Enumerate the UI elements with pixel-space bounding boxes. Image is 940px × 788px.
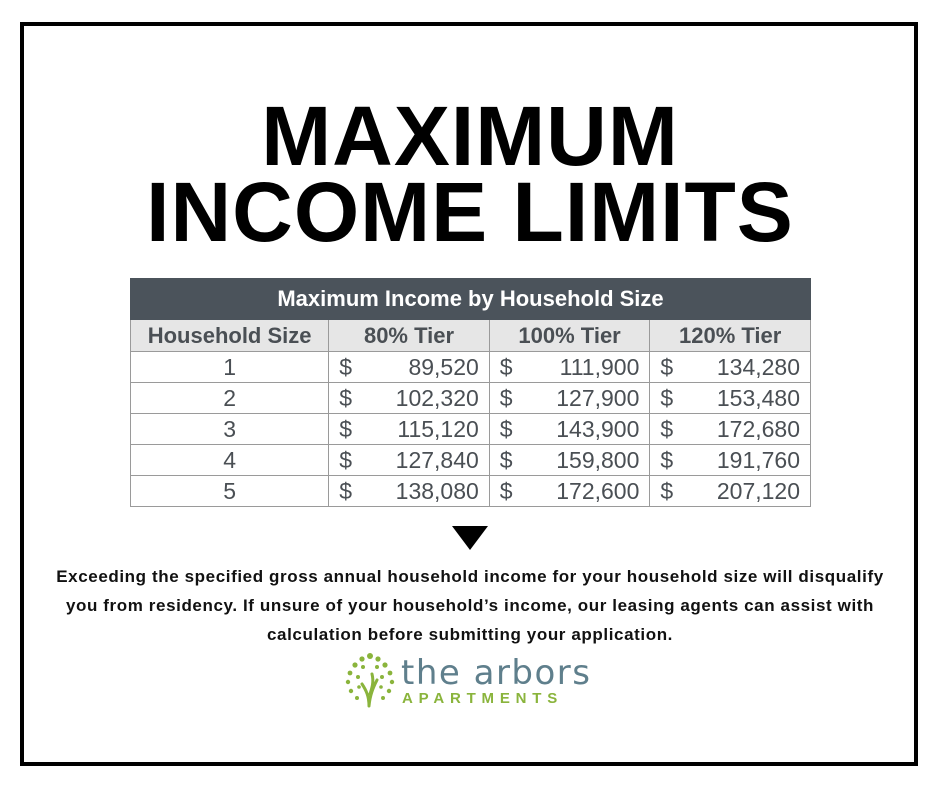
down-arrow-icon (452, 526, 488, 550)
table-row (131, 476, 811, 507)
amount: 207,120 (716, 477, 800, 504)
currency-symbol: $ (660, 353, 674, 380)
tier-100-cell (489, 476, 650, 507)
column-header-household-size: Household Size (131, 320, 329, 352)
currency-symbol: $ (499, 353, 513, 380)
currency-symbol: $ (660, 477, 674, 504)
currency-symbol: $ (339, 477, 353, 504)
tier-120-cell (650, 352, 811, 383)
column-header-80-tier: 80% Tier (329, 320, 490, 352)
amount: 172,680 (716, 415, 800, 442)
table-caption: Maximum Income by Household Size (131, 279, 811, 320)
tier-120-cell (650, 414, 811, 445)
table-row (131, 414, 811, 445)
currency-symbol: $ (339, 415, 353, 442)
tier-120-cell (650, 383, 811, 414)
household-size-cell: 1 (131, 352, 329, 383)
amount: 191,760 (716, 446, 800, 473)
household-size-cell: 4 (131, 445, 329, 476)
currency-symbol: $ (660, 384, 674, 411)
amount: 89,520 (408, 353, 479, 380)
table-row (131, 352, 811, 383)
amount: 115,120 (397, 415, 479, 442)
amount: 153,480 (716, 384, 800, 411)
income-limits-table (130, 278, 811, 507)
tier-80-cell (329, 445, 490, 476)
tier-100-cell (489, 445, 650, 476)
amount: 111,900 (559, 353, 640, 380)
amount: 159,800 (556, 446, 640, 473)
currency-symbol: $ (499, 477, 513, 504)
tier-80-cell (329, 352, 490, 383)
currency-symbol: $ (660, 446, 674, 473)
tier-100-cell (489, 414, 650, 445)
tier-120-cell (650, 476, 811, 507)
page-title-line-2: INCOME LIMITS (146, 165, 794, 259)
amount: 134,280 (716, 353, 800, 380)
currency-symbol: $ (499, 384, 513, 411)
currency-symbol: $ (499, 446, 513, 473)
tier-80-cell (329, 414, 490, 445)
currency-symbol: $ (339, 384, 353, 411)
household-size-cell: 5 (131, 476, 329, 507)
arbors-logo (342, 650, 612, 712)
column-header-120-tier: 120% Tier (650, 320, 811, 352)
page-title-line-1: MAXIMUM (261, 89, 679, 183)
tree-sunburst-icon (342, 650, 398, 712)
column-header-100-tier: 100% Tier (489, 320, 650, 352)
currency-symbol: $ (499, 415, 513, 442)
amount: 127,900 (556, 384, 640, 411)
amount: 138,080 (395, 477, 479, 504)
tier-80-cell (329, 383, 490, 414)
amount: 143,900 (556, 415, 640, 442)
logo-subtitle: APARTMENTS (402, 690, 564, 707)
amount: 127,840 (395, 446, 479, 473)
tier-120-cell (650, 445, 811, 476)
table-row (131, 445, 811, 476)
table-row (131, 383, 811, 414)
currency-symbol: $ (339, 446, 353, 473)
household-size-cell: 2 (131, 383, 329, 414)
tier-100-cell (489, 383, 650, 414)
currency-symbol: $ (660, 415, 674, 442)
amount: 172,600 (556, 477, 640, 504)
household-size-cell: 3 (131, 414, 329, 445)
amount: 102,320 (395, 384, 479, 411)
tier-80-cell (329, 476, 490, 507)
currency-symbol: $ (339, 353, 353, 380)
eligibility-notice: Exceeding the specified gross annual household income for your household size will disqualify you from residency. If unsure of your household’s income, our leasing agents can assist with calculation before submitting your application. (56, 567, 884, 644)
logo-name: the arbors (401, 653, 592, 693)
tier-100-cell (489, 352, 650, 383)
